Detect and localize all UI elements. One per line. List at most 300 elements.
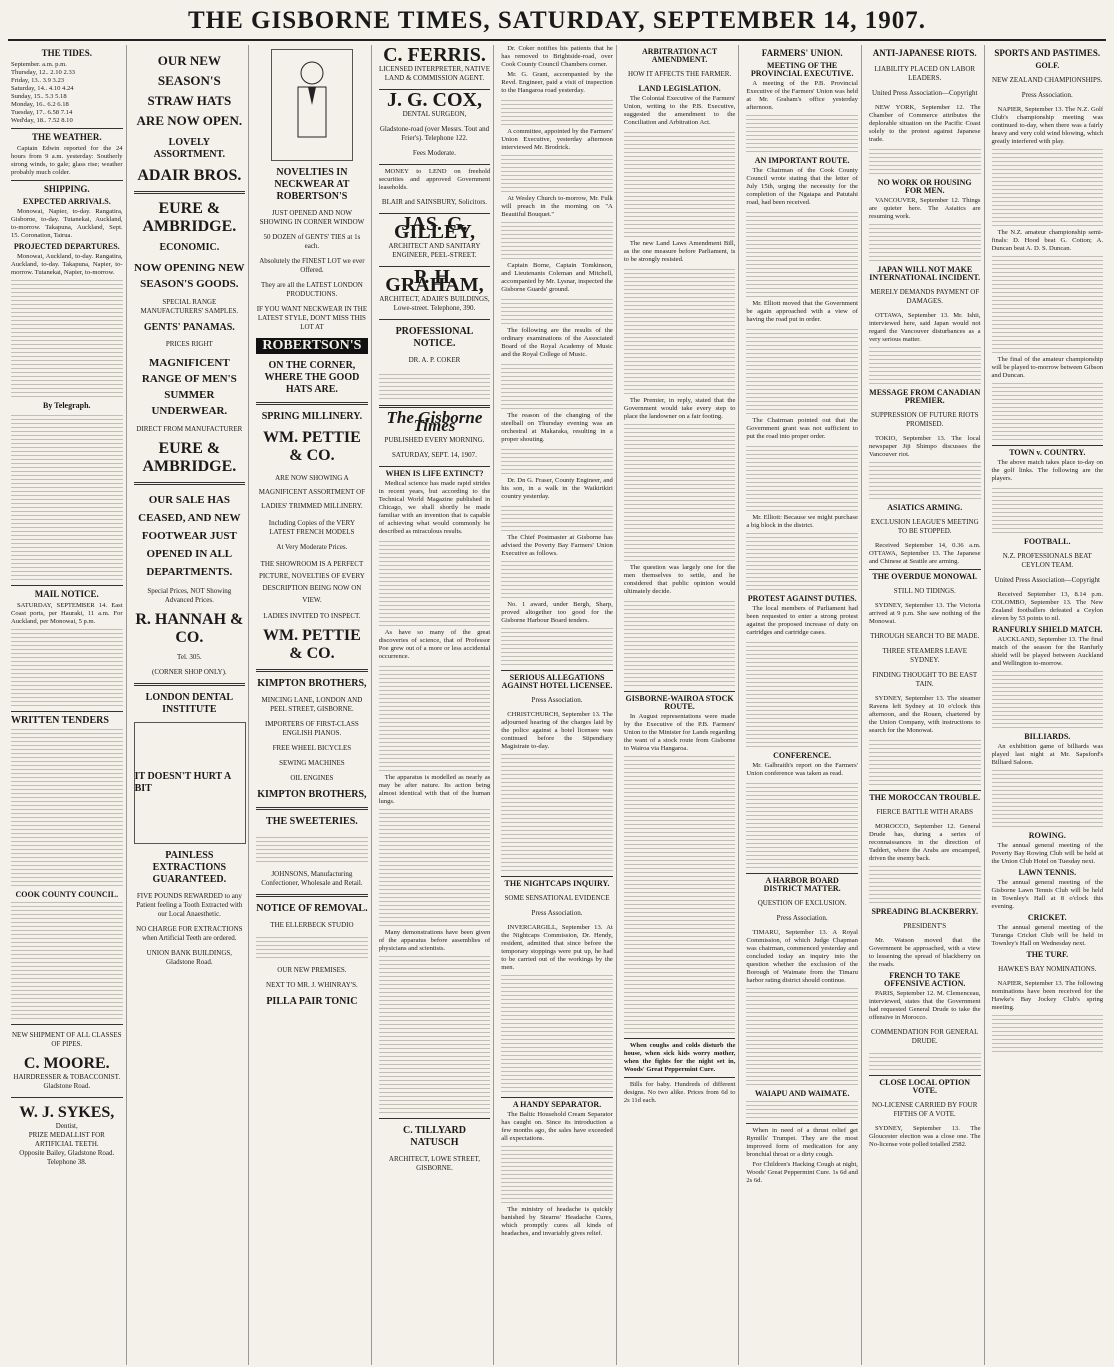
body-text xyxy=(746,443,858,513)
offensive-heading: FRENCH TO TAKE OFFENSIVE ACTION. xyxy=(884,971,966,988)
body-text xyxy=(746,1100,858,1120)
news-paragraph: Dr. Coker notifies his patients that he has removed to Brightside-road, over Cook County Council Chambers corner. xyxy=(501,45,613,68)
painless: PAINLESS EXTRACTIONS GUARANTEED. xyxy=(152,850,227,885)
asiatics-heading: ASIATICS ARMING. xyxy=(887,503,963,512)
on-the-corner: ON THE CORNER, WHERE THE GOOD HATS ARE. xyxy=(264,360,360,395)
divider xyxy=(869,790,981,791)
tide-row: Sunday, 15.. 5.3 5.18 xyxy=(11,93,67,100)
body-text xyxy=(869,346,981,386)
body-text xyxy=(746,326,858,416)
spring-millinery: SPRING MILLINERY. xyxy=(261,411,363,422)
tide-row: Monday, 16.. 6.2 6.18 xyxy=(11,101,69,108)
news-paragraph: The N.Z. amateur championship semi-finals: D. Hood beat G. Cotton; A. Duncan beat A. D. S. Duncan. xyxy=(991,229,1104,252)
hawkes-bay-heading: HAWKE'S BAY NOMINATIONS. xyxy=(998,965,1097,973)
meeting-heading: MEETING OF THE PROVINCIAL EXECUTIVE. xyxy=(750,61,854,78)
prices-right: PRICES RIGHT xyxy=(165,340,213,348)
column-3 xyxy=(253,45,372,1365)
body-text xyxy=(501,560,613,600)
divider xyxy=(11,585,123,586)
body-text xyxy=(501,753,613,873)
news-paragraph: A meeting of the P.B. Provincial Executive of the Farmers' Union was held at Mr. Graham's office yesterday afternoon. xyxy=(746,80,858,111)
exclusion-league-heading: EXCLUSION LEAGUE'S MEETING TO BE STOPPED. xyxy=(870,518,979,535)
divider xyxy=(501,876,613,877)
news-paragraph: OTTAWA, September 13. Mr. Ishii, interviewed here, said Japan would not regard the Vancouver disturbances as a very serious matter. xyxy=(868,312,981,343)
divider xyxy=(746,1123,858,1124)
telegraph-heading: By Telegraph. xyxy=(42,401,91,410)
news-paragraph: The Premier, in reply, stated that the Government would take every step to place the landowner on a fair footing. xyxy=(623,397,736,420)
turf-heading: THE TURF. xyxy=(1026,950,1069,959)
mail-text: SATURDAY, SEPTEMBER 14. East Coast ports, per Hauraki, 11 a.m. For Auckland, per Monowai, 5 p.m. xyxy=(11,602,123,625)
blackberry-heading: SPREADING BLACKBERRY. xyxy=(871,907,978,916)
body-text xyxy=(501,503,613,533)
weather-heading: THE WEATHER. xyxy=(31,132,102,142)
divider xyxy=(256,669,368,672)
straw-hats-text: OUR NEW SEASON'S STRAW HATS ARE NOW OPEN. xyxy=(136,53,243,128)
arbitration-sub: HOW IT AFFECTS THE FARMER. xyxy=(628,70,732,78)
news-paragraph: Mr. Galbraith's report on the Farmers' Union conference was taken as read. xyxy=(746,762,858,777)
stock-route-heading: GISBORNE-WAIROA STOCK ROUTE. xyxy=(625,694,734,711)
body-text xyxy=(869,146,981,176)
special-prices: Special Prices, NOT Showing Advanced Prices. xyxy=(147,587,232,604)
moore-trade: HAIRDRESSER & TOBACCONIST. xyxy=(13,1073,121,1081)
body-text xyxy=(11,901,123,1021)
body-text xyxy=(624,598,736,688)
projected-text: Monowai, Auckland, to-day. Rangatira, Auckland, to-day. Takapuna, Napier, to-morrow. Tutanekai, Napier, to-morrow. xyxy=(11,253,123,276)
protest-heading: PROTEST AGAINST DUTIES. xyxy=(747,594,857,603)
body-text xyxy=(869,223,981,263)
body-text xyxy=(624,266,736,396)
graham-name: P. H. GRAHAM, xyxy=(385,266,484,296)
morocco-heading: THE MOROCCAN TROUBLE. xyxy=(869,793,981,802)
pettie-co: WM. PETTIE & CO. xyxy=(263,429,361,464)
news-paragraph: Received September 13, 8.14 p.m. COLOMBO, September 13. The New Zealand footballers defeated a Ceylon eleven by 53 points to nil. xyxy=(991,591,1104,622)
man-figure-icon xyxy=(282,55,342,155)
body-text xyxy=(869,865,981,905)
divider xyxy=(11,1024,123,1025)
gilley-title: ARCHITECT AND SANITARY ENGINEER, PEEL-STREET. xyxy=(388,242,481,259)
news-paragraph: At Wesley Church to-morrow, Mr. Fulk will preach in the morning on "A Beautiful Bouquet." xyxy=(501,195,613,218)
county-council: COOK COUNTY COUNCIL. xyxy=(15,890,119,899)
notice-removal: NOTICE OF REMOVAL. xyxy=(256,903,368,914)
if-you-want: IF YOU WANT NECKWEAR IN THE LATEST STYLE, DON'T MISS THIS LOT AT xyxy=(256,305,368,331)
pettie-co-2: WM. PETTIE & CO. xyxy=(263,627,361,662)
peppermint-ad: When coughs and colds disturb the house, when sick kids worry mother, when the fights for the night set in, Woods' Great Peppermint Cure. xyxy=(623,1042,736,1073)
divider xyxy=(11,180,123,181)
divider xyxy=(379,466,491,467)
news-paragraph: PARIS, September 12. M. Clemenceau, interviewed, states that the Government had requested General Drude to take the offensive in Morocco. xyxy=(868,990,981,1021)
body-text xyxy=(11,412,123,582)
football-heading: FOOTBALL. xyxy=(1024,537,1071,546)
farmers-heading: FARMERS' UNION. xyxy=(761,48,843,58)
divider xyxy=(379,1118,491,1119)
news-paragraph: The Chief Postmaster at Gisborne has advised the Poverty Bay Farmers' Union Executive as follows. xyxy=(501,534,613,557)
separator-heading: A HANDY SEPARATOR. xyxy=(512,1100,602,1109)
news-paragraph: TIMARU, September 13. A Royal Commission, of which Judge Chapman was chairman, commenced yesterday and concluded today an inquiry into the question whether the exclusion of the Borough of Waimate from the Timaru harbor rating district should continue. xyxy=(746,929,858,984)
news-paragraph: Mr. Elliott moved that the Government be again approached with a view of having the road put in order. xyxy=(746,300,858,323)
press-association: Press Association. xyxy=(1021,91,1073,99)
lead-paragraph: As have so many of the great discoveries of science, that of Professor Poe grew out of a more or less accidental occurrence. xyxy=(378,629,491,660)
five-pounds: FIVE POUNDS REWARDED to any Patient feeling a Tooth Extracted with our Local Anaesthetic. xyxy=(136,892,243,918)
tide-row: Wed'day, 18.. 7.52 8.10 xyxy=(11,117,73,124)
divider xyxy=(501,670,613,671)
gents-panamas: GENTS' PANAMAS. xyxy=(143,322,235,333)
just-opened: JUST OPENED AND NOW SHOWING IN CORNER WINDOW xyxy=(259,209,365,226)
no-license-heading: NO-LICENSE CARRIED BY FOUR FIFTHS OF A VOTE. xyxy=(872,1101,978,1118)
golf-heading: GOLF. xyxy=(1035,61,1060,70)
peppermint-ad-2: For Children's Hacking Cough at night, Woods' Great Peppermint Cure. 1s 6d and 2s 6d. xyxy=(746,1161,858,1184)
fees-moderate: Fees Moderate. xyxy=(412,149,457,157)
expected-heading: EXPECTED ARRIVALS. xyxy=(22,197,111,206)
moore-address: Gladstone Road. xyxy=(43,1082,91,1090)
finding-heading: FINDING THOUGHT TO BE EAST TAIN. xyxy=(872,671,978,688)
divider xyxy=(379,319,491,320)
news-paragraph: The Colonial Executive of the Farmers' Union, writing to the P.B. Executive, suggested the amendment to the Conciliation and Arbitration Act. xyxy=(623,95,736,126)
now-opening: NOW OPENING NEW SEASON'S GOODS. xyxy=(134,262,245,290)
news-paragraph: SYDNEY, September 13. The steamer Ravens left Sydney at 10 o'clock this afternoon, and the Rouen, chartered by the Union Company, with instructions to search for the Monowai. xyxy=(868,695,981,734)
body-text xyxy=(11,279,123,399)
news-paragraph: The ministry of headache is quickly banished by Stearns' Headache Cures, which promptly cures all kinds of headaches, and invariably gives relief. xyxy=(501,1206,613,1237)
tillyard-title: ARCHITECT, LOWE STREET, GISBORNE. xyxy=(388,1155,481,1172)
copyright-line: United Press Association—Copyright xyxy=(872,89,978,97)
body-text xyxy=(256,834,368,864)
president-heading: PRESIDENT'S xyxy=(903,922,947,930)
dateline: SATURDAY, SEPT. 14, 1907. xyxy=(392,451,477,459)
japan-heading: JAPAN WILL NOT MAKE INTERNATIONAL INCIDENT. xyxy=(869,265,981,282)
divider xyxy=(869,1075,981,1076)
ladies-invited: LADIES INVITED TO INSPECT. xyxy=(263,612,361,620)
columns xyxy=(8,45,1106,1365)
body-text xyxy=(501,296,613,326)
london-dental: LONDON DENTAL INSTITUTE xyxy=(145,692,233,715)
expected-text: Monowai, Napier, to-day. Rangatira, Gisborne, to-day. Tutanekai, Auckland, to-morrow. Takapuna, Auckland, Sept. 15. Coronation, Tairua. xyxy=(11,208,123,239)
hannah-tel: Tel. 305. xyxy=(177,653,202,661)
dental-surgeon: DENTAL SURGEON, xyxy=(402,110,467,118)
body-text xyxy=(501,974,613,1094)
news-paragraph: SYDNEY, September 13. The Gloucester election was a close one. The No-license vote polled totalled 2582. xyxy=(868,1125,981,1148)
column-2 xyxy=(131,45,250,1365)
sports-heading: SPORTS AND PASTIMES. xyxy=(994,48,1101,58)
commendation-heading: COMMENDATION FOR GENERAL DRUDE. xyxy=(871,1028,979,1045)
body-text xyxy=(869,461,981,501)
through-search: THROUGH SEARCH TO BE MADE. xyxy=(870,632,980,640)
sykes-trade: Dentist, xyxy=(55,1122,78,1130)
body-text xyxy=(746,639,858,749)
corner-shop: (CORNER SHOP ONLY). xyxy=(152,668,227,676)
suppression-heading: SUPPRESSION OF FUTURE RIOTS PROMISED. xyxy=(870,411,979,428)
divider xyxy=(624,691,736,692)
still-no-tidings: STILL NO TIDINGS. xyxy=(893,587,956,595)
divider xyxy=(256,894,368,897)
news-paragraph: Received September 14, 0.36 a.m. OTTAWA, September 13. The Japanese and Chinese at Seattle are arming. xyxy=(868,542,981,565)
body-text xyxy=(379,663,491,773)
paper-name: The Gisborne Times xyxy=(386,408,483,435)
mail-heading: MAIL NOTICE. xyxy=(34,589,99,599)
divider xyxy=(746,873,858,874)
sykes-line: PRIZE MEDALLIST FOR ARTIFICIAL TEETH. xyxy=(28,1131,105,1148)
news-paragraph: The local members of Parliament had been requested to enter a strong protest against the proposed increase of duty on cartridges and cartridge cases. xyxy=(746,605,858,636)
housing-heading: NO WORK OR HOUSING FOR MEN. xyxy=(877,178,972,195)
lovely-assortment: LOVELY ASSORTMENT. xyxy=(153,137,226,160)
published: PUBLISHED EVERY MORNING. xyxy=(384,436,485,444)
body-text xyxy=(992,148,1104,228)
news-paragraph: The following are the results of the ordinary examinations of the Associated Board of the Royal Academy of Music and the Royal College of Music. xyxy=(501,327,613,358)
oil-engines: OIL ENGINES xyxy=(290,774,334,782)
divider xyxy=(624,1077,736,1078)
news-paragraph: The annual general meeting of the Turanga Cricket Club will be held in Townley's Hall on Wednesday next. xyxy=(991,924,1104,947)
lead-paragraph: The apparatus is modelled as nearly as may be after nature. Its action being almost identical with that of the human lungs. xyxy=(378,774,491,805)
eure-ambridge-2: EURE & AMBRIDGE. xyxy=(142,440,237,475)
sale-ceased: OUR SALE HAS CEASED, AND NEW FOOTWEAR JUST OPENED IN ALL DEPARTMENTS. xyxy=(138,494,241,578)
body-text xyxy=(746,209,858,299)
news-paragraph: The final of the amateur championship will be played to-morrow between Gibson and Duncan. xyxy=(991,356,1104,379)
french-models: Including Copies of the VERY LATEST FRENCH MODELS xyxy=(268,519,355,536)
kimpton-bros: KIMPTON BROTHERS, xyxy=(257,678,367,689)
ceylon-heading: N.Z. PROFESSIONALS BEAT CEYLON TEAM. xyxy=(1002,552,1092,569)
pipes-text: NEW SHIPMENT OF ALL CLASSES OF PIPES. xyxy=(12,1031,122,1048)
body-text xyxy=(379,371,491,401)
tide-row: Friday, 13.. 3.9 3.23 xyxy=(11,77,65,84)
dental-illustration xyxy=(134,722,246,844)
body-text xyxy=(501,446,613,476)
canadian-heading: MESSAGE FROM CANADIAN PREMIER. xyxy=(869,388,981,405)
column-7 xyxy=(743,45,862,1365)
coker-name: DR. A. P. COKER xyxy=(408,356,461,364)
licensed-interpreter: LICENSED INTERPRETER, NATIVE LAND & COMMISSION AGENT. xyxy=(378,65,490,82)
news-paragraph: AUCKLAND, September 13. The final match of the season for the Ranfurly shield will be played between Auckland and Wellington to-morrow. xyxy=(991,636,1104,667)
body-text xyxy=(746,532,858,592)
column-1 xyxy=(8,45,127,1365)
body-text xyxy=(256,936,368,960)
route-heading: AN IMPORTANT ROUTE. xyxy=(754,156,850,165)
news-paragraph: NEW YORK, September 12. The Chamber of Commerce attributes the deplorable situation on the Pacific Coast solely to the protest against Japanese trade. xyxy=(868,104,981,143)
body-text xyxy=(379,955,491,1115)
straw-hats-ad xyxy=(134,51,246,131)
cox-address: Gladstone-road (over Messrs. Tout and Frier's). Telephone 122. xyxy=(379,125,490,142)
dozen-ties: 50 DOZEN of GENTS' TIES at 1s each. xyxy=(263,233,361,250)
shipping-heading: SHIPPING. xyxy=(43,184,90,194)
body-text xyxy=(992,485,1104,535)
press-association: Press Association. xyxy=(531,909,583,917)
news-paragraph: In August representations were made by the Executive of the P.B. Farmers' Union to the Minister for Lands regarding the want of a stock route from Gisborne to Wairoa via Hangaroa. xyxy=(623,713,736,752)
moore-name: C. MOORE. xyxy=(23,1055,110,1072)
body-text xyxy=(992,670,1104,730)
news-paragraph: NAPIER, September 13. The following nominations have been received for the Hawke's Bay Jockey Club's spring meeting. xyxy=(991,980,1104,1011)
new-premises: OUR NEW PREMISES. xyxy=(277,966,347,974)
news-paragraph: The new Land Laws Amendment Bill, as the one measure before Parliament, is to be strongly resisted. xyxy=(623,240,736,263)
news-paragraph: VANCOUVER, September 12. Things are quieter here. The Asiatics are resuming work. xyxy=(868,197,981,220)
divider xyxy=(256,807,368,810)
blair-sainsbury: BLAIR and SAINSBURY, Solicitors. xyxy=(381,198,488,206)
column-9 xyxy=(989,45,1107,1365)
sewing-machines: SEWING MACHINES xyxy=(279,759,345,767)
body-text xyxy=(992,769,1104,829)
column-8 xyxy=(866,45,985,1365)
column-4 xyxy=(376,45,495,1365)
divider xyxy=(256,402,368,405)
body-text xyxy=(746,114,858,154)
tenders-heading: WRITTEN TENDERS xyxy=(11,715,109,726)
body-text xyxy=(624,129,736,239)
anti-japanese-heading: ANTI-JAPANESE RIOTS. xyxy=(872,48,977,58)
latest-london: They are all the LATEST LONDON PRODUCTIONS. xyxy=(260,281,363,298)
divider xyxy=(992,445,1104,446)
news-paragraph: The Chairman of the Cook County Council wrote stating that the letter of July 15th, urging the necessity for the completion of the Ngatapa and Patutahi road, had been received. xyxy=(746,167,858,206)
pilla-tonic: PILLA PAIR TONIC xyxy=(266,996,358,1007)
now-showing: ARE NOW SHOWING A MAGNIFICENT ASSORTMENT OF LADIES' TRIMMED MILLINERY. xyxy=(258,474,366,510)
exclusion-heading: QUESTION OF EXCLUSION. xyxy=(757,899,847,907)
body-text xyxy=(624,755,736,1035)
sykes-ad xyxy=(11,1104,123,1167)
tide-row: Saturday, 14.. 4.10 4.24 xyxy=(11,85,74,92)
importers: IMPORTERS OF FIRST-CLASS ENGLISH PIANOS. xyxy=(264,720,359,737)
eure-ambridge: EURE & AMBRIDGE. xyxy=(142,200,237,235)
sykes-address: Opposite Bailey, Gladstone Road. Telephone 38. xyxy=(19,1149,115,1166)
press-association: Press Association. xyxy=(531,696,583,704)
body-text xyxy=(869,737,981,787)
column-5 xyxy=(498,45,617,1365)
masthead: THE GISBORNE TIMES, SATURDAY, SEPTEMBER 14, 1907. xyxy=(8,6,1106,41)
no-charge: NO CHARGE FOR EXTRACTIONS when Artificial Teeth are ordered. xyxy=(136,925,243,942)
news-paragraph: SYDNEY, September 13. The Victoria arrived at 9 p.m. She saw nothing of the Monowai. xyxy=(868,602,981,625)
battle-heading: FIERCE BATTLE WITH ARABS xyxy=(876,808,973,816)
finest-lot: Absolutely the FINEST LOT we ever Offered. xyxy=(259,257,365,274)
divider xyxy=(379,164,491,165)
body-text xyxy=(501,154,613,194)
overdue-heading: THE OVERDUE MONOWAI. xyxy=(872,572,978,581)
news-paragraph: The question was largely one for the men themselves to settle, and he considered that public opinion would ultimately decide. xyxy=(623,564,736,595)
divider xyxy=(134,191,246,194)
news-paragraph: INVERCARGILL, September 13. At the Nightcaps Commission, Dr. Hendy, resident, admitted that since before the temporary stoppings were put up, he had to be carried out of the workings by the men. xyxy=(501,924,613,971)
body-text xyxy=(379,808,491,928)
land-heading: LAND LEGISLATION. xyxy=(638,84,721,93)
trumpet-ad: When in need of a thrust relief get Rymills' Trumpet. They are the most improved form of medication for any bronchial throat or a dirty cough. xyxy=(746,1127,858,1158)
body-text xyxy=(11,628,123,708)
tide-row: Thursday, 12.. 2.10 2.33 xyxy=(11,69,76,76)
neckwear-illustration xyxy=(271,49,353,161)
news-paragraph: The Baltic Household Cream Separator has caught on. Since its introduction a few months ago, the sales have exceeded all expectations. xyxy=(501,1111,613,1142)
news-paragraph: NAPIER, September 13. The N.Z. Golf Club's championship meeting was continued to-day, when there was a fairly heavy and very cold wind blowing, which greatly interfered with play. xyxy=(991,106,1104,145)
body-text xyxy=(992,1014,1104,1054)
divider xyxy=(11,711,123,712)
nightcaps-heading: THE NIGHTCAPS INQUIRY. xyxy=(504,879,610,888)
novelties: NOVELTIES IN NECKWEAR AT ROBERTSON'S xyxy=(274,167,350,202)
news-paragraph: A committee, appointed by the Farmers' Union Executive, yesterday afternoon interviewed Mr. Brodrick. xyxy=(501,128,613,151)
direct-manufacturer: DIRECT FROM MANUFACTURER xyxy=(136,425,243,433)
conference-heading: CONFERENCE. xyxy=(773,751,832,760)
body-text xyxy=(501,97,613,127)
money-to-lend: MONEY to LEND on freehold securities and approved Government leaseholds. xyxy=(378,168,491,191)
lead-heading: WHEN IS LIFE EXTINCT? xyxy=(385,469,484,478)
body-text xyxy=(746,987,858,1087)
magnificent-range: MAGNIFICENT RANGE OF MEN'S SUMMER UNDERWEAR. xyxy=(141,357,237,417)
body-text xyxy=(992,382,1104,442)
divider xyxy=(624,1038,736,1039)
news-paragraph: The annual general meeting of the Poverty Bay Rowing Club will be held at the Union Club Hotel on Tuesday next. xyxy=(991,842,1104,865)
anti-japanese-sub: LIABILITY PLACED ON LABOR LEADERS. xyxy=(874,65,976,82)
robertsons-banner: ROBERTSON'S xyxy=(256,338,368,354)
news-paragraph: The annual general meeting of the Gisborne Lawn Tennis Club will be held in Townley's Hall at 8 o'clock this evening. xyxy=(991,879,1104,910)
body-text xyxy=(379,538,491,628)
gilley-name: JAS. G. GILLEY, xyxy=(393,213,475,243)
lead-paragraph: Medical science has made rapid strides in recent years, but according to the Technical World Magazine published in Chicago, we shall shortly be made familiar with an invention that is capable of achieving what would commonly be described as miraculous results. xyxy=(378,480,491,535)
harbor-heading: A HARBOR BOARD DISTRICT MATTER. xyxy=(763,876,841,893)
news-paragraph: The above match takes place to-day on the golf links. The following are the players. xyxy=(991,459,1104,482)
doesnt-hurt: IT DOESN'T HURT A BIT xyxy=(134,771,231,794)
cox-name: J. G. COX, xyxy=(386,89,482,111)
nightcaps-sub: SOME SENSATIONAL EVIDENCE xyxy=(504,894,610,902)
demands-heading: MERELY DEMANDS PAYMENT OF DAMAGES. xyxy=(870,288,980,305)
projected-heading: PROJECTED DEPARTURES. xyxy=(13,242,120,251)
kimpton-bros-2: KIMPTON BROTHERS, xyxy=(257,789,367,800)
divider xyxy=(501,1097,613,1098)
golf-sub: NEW ZEALAND CHAMPIONSHIPS. xyxy=(992,76,1103,84)
divider xyxy=(134,482,246,485)
lead-paragraph: Many demonstrations have been given of the apparatus before assemblies of physicians and scientists. xyxy=(378,929,491,952)
divider xyxy=(11,128,123,129)
economic: ECONOMIC. xyxy=(159,242,220,253)
pipes-ad xyxy=(11,1031,123,1049)
body-text xyxy=(746,780,858,870)
professional-notice: PROFESSIONAL NOTICE. xyxy=(395,326,474,349)
tennis-heading: LAWN TENNIS. xyxy=(1018,868,1077,877)
union-bank: UNION BANK BUILDINGS, Gladstone Road. xyxy=(146,949,233,966)
tide-row: September. a.m. p.m. xyxy=(11,61,67,68)
town-country-heading: TOWN v. COUNTRY. xyxy=(1009,448,1086,457)
body-text xyxy=(501,221,613,261)
showroom: THE SHOWROOM IS A PERFECT PICTURE, NOVELTIES OF EVERY DESCRIPTION BEING NOW ON VIEW. xyxy=(258,560,365,604)
bicycles: FREE WHEEL BICYCLES xyxy=(272,744,352,752)
special-range: SPECIAL RANGE MANUFACTURERS' SAMPLES. xyxy=(140,298,239,315)
news-paragraph: Dr. Dn G. Fraser, County Engineer, and his son, in a walk in the Waikirikiri country yesterday. xyxy=(501,477,613,500)
moderate-prices: At Very Moderate Prices. xyxy=(276,543,348,551)
local-option-heading: CLOSE LOCAL OPTION VOTE. xyxy=(879,1078,971,1095)
rowing-heading: ROWING. xyxy=(1028,831,1066,840)
news-paragraph: An exhibition game of billiards was played last night at Mr. Sapsford's Billiard Saloon. xyxy=(991,743,1104,766)
moore-ad xyxy=(11,1055,123,1091)
news-paragraph: MOROCCO, September 12. General Drude has, during a series of reconnaissances in the direction of Taddert, where the Arabs are encamped, driven the enemy back. xyxy=(868,823,981,862)
news-paragraph: Captain Borne, Captain Tomkinson, and Lieutenants Coleman and Mitchell, accompanied by Mr. Lysnar, inspected the Gisborne Guards' ground. xyxy=(501,262,613,293)
adair-bros: ADAIR BROS. xyxy=(137,167,242,184)
johnsons: JOHNSONS, Manufacturing Confectioner, Wholesale and Retail. xyxy=(261,870,363,887)
divider xyxy=(11,1097,123,1098)
weather-text: Captain Edwin reported for the 24 hours from 9 a.m. yesterday: Southerly strong winds, to gale; glass rise; weather probably much colder. xyxy=(11,145,123,176)
news-paragraph: Mr. Elliott: Because we might purchase a big block in the district. xyxy=(746,514,858,529)
column-6 xyxy=(621,45,740,1365)
tillyard-name: C. TILLYARD NATUSCH xyxy=(402,1125,466,1148)
news-paragraph: Mr. Watson moved that the Government be approached, with a view to lessening the spread of blackberry on the roads. xyxy=(868,937,981,968)
news-paragraph: TOKIO, September 13. The local newspaper Jiji Shimpo discusses the Vancouver riot. xyxy=(868,435,981,458)
next-to: NEXT TO MR. J. WHINRAY'S. xyxy=(266,981,358,989)
divider xyxy=(869,569,981,570)
arbitration-heading: ARBITRATION ACT AMENDMENT. xyxy=(641,47,718,64)
graham-title: ARCHITECT, ADAIR'S BUILDINGS, Lowe-street. Telephone, 390. xyxy=(379,295,490,312)
body-text xyxy=(992,255,1104,355)
cricket-heading: CRICKET. xyxy=(1027,913,1067,922)
news-paragraph: CHRISTCHURCH, September 13. The adjourned hearing of the charges laid by the police against a hotel licensee was continued before the Stipendiary Magistrate to-day. xyxy=(501,711,613,750)
press-association: Press Association. xyxy=(776,914,828,922)
sykes-name: W. J. SYKES, xyxy=(19,1104,115,1121)
tides-heading: THE TIDES. xyxy=(41,48,92,58)
waiapu-heading: WAIAPU AND WAIMATE. xyxy=(754,1089,850,1098)
body-text xyxy=(501,1145,613,1205)
news-paragraph: The Chairman pointed out that the Government grant was not sufficient to put the road into proper order. xyxy=(746,417,858,440)
news-paragraph: The reason of the changing of the steelball on Thursday evening was an orchestral at Makaraka, resulting in a proper shouting. xyxy=(501,412,613,443)
body-text xyxy=(501,361,613,411)
copyright-line: United Press Association—Copyright xyxy=(994,576,1100,584)
divider xyxy=(134,683,246,686)
mincing-lane: MINCING LANE, LONDON AND PEEL STREET, GISBORNE. xyxy=(261,696,363,713)
billiards-heading: BILLIARDS. xyxy=(1024,732,1071,741)
